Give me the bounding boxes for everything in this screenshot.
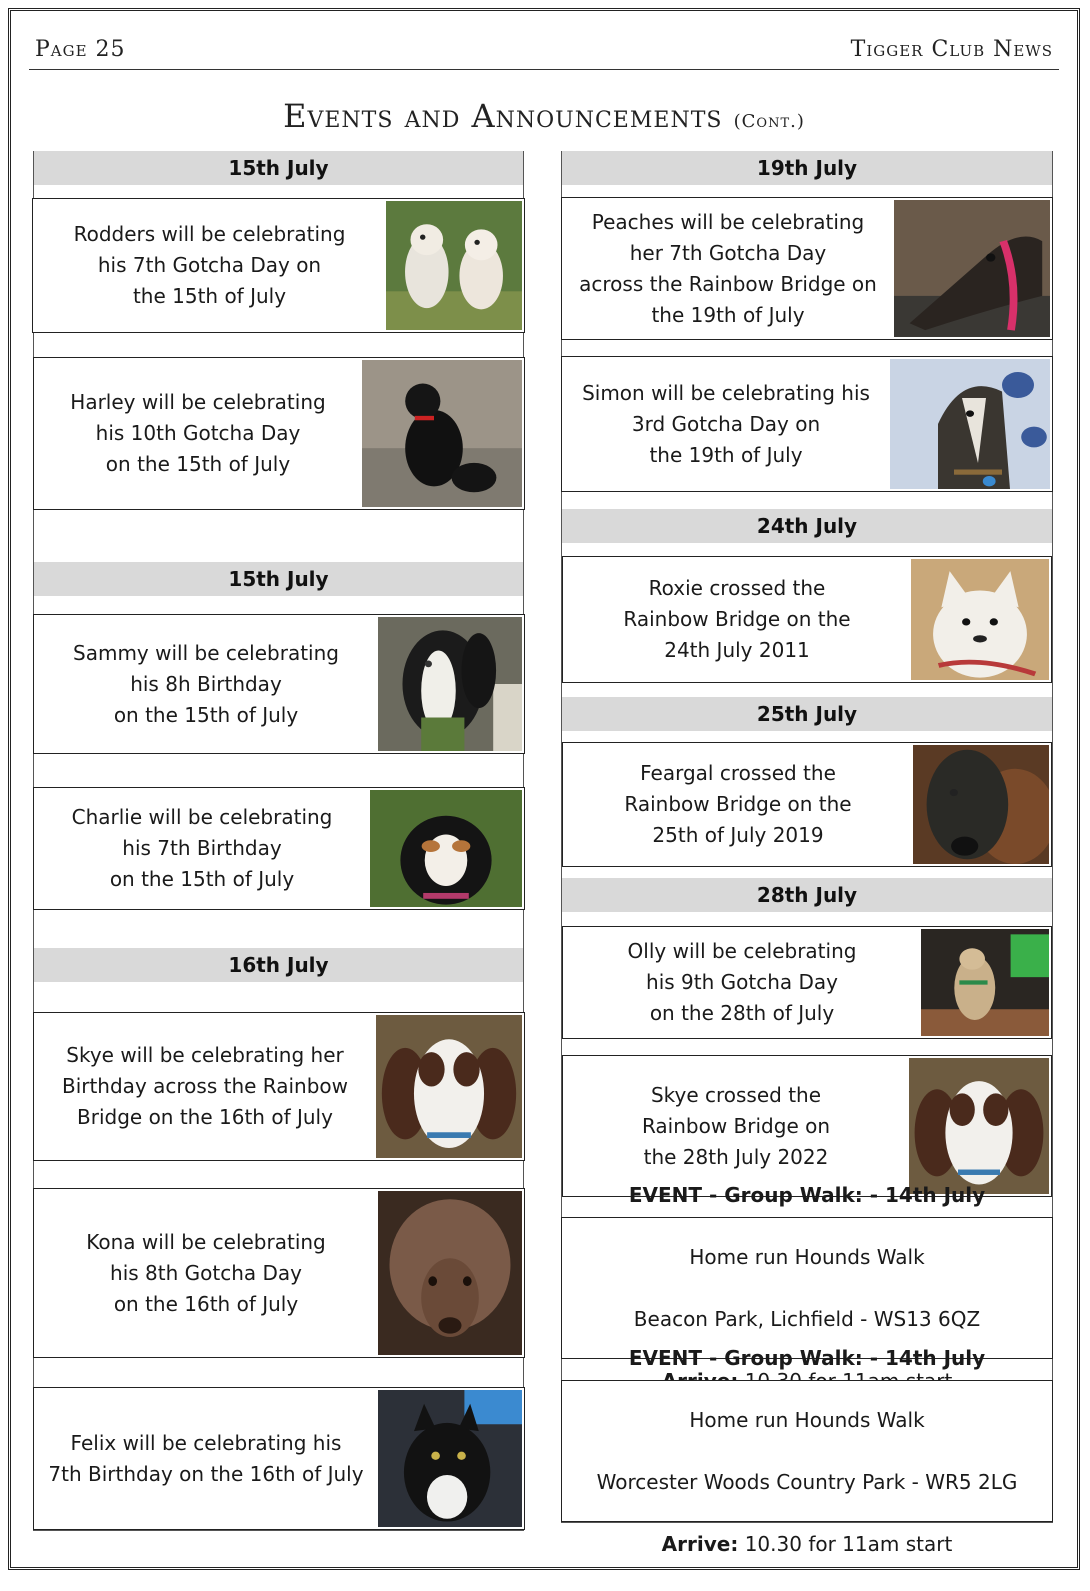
event-location: Beacon Park, Lichfield - WS13 6QZ — [633, 1306, 981, 1331]
announcement-card — [562, 556, 1052, 683]
dog-photo — [894, 200, 1050, 337]
event-arrive-label: Arrive: — [661, 1531, 739, 1556]
announcement-text: Felix will be celebrating his 7th Birthday on the 16th of July — [48, 1430, 364, 1486]
dog-photo — [913, 745, 1049, 864]
announcement-text: Peaches will be celebrating her 7th Gotcha Day across the Rainbow Bridge on the 19th of July — [579, 209, 877, 327]
title-cont: (Cont.) — [733, 111, 805, 132]
date-header: 16th July — [34, 948, 523, 982]
date-header: 24th July — [562, 509, 1052, 543]
announcement-text: Simon will be celebrating his 3rd Gotcha Day on the 19th of July — [582, 380, 870, 467]
announcement-card — [562, 742, 1052, 867]
date-header: 15th July — [34, 562, 523, 596]
announcement-card — [33, 1012, 525, 1161]
date-header: 28th July — [562, 878, 1052, 912]
event-text — [562, 1345, 1052, 1556]
dog-photo — [890, 359, 1050, 489]
dog-photo — [376, 1015, 522, 1158]
event-title: EVENT - Group Walk: - 14th July — [628, 1345, 986, 1370]
announcement-text: Roxie crossed the Rainbow Bridge on the 24th July 2011 — [623, 576, 851, 662]
dog-photo — [921, 929, 1049, 1036]
dog-photo — [378, 1191, 522, 1355]
date-header: 25th July — [562, 697, 1052, 731]
announcement-card — [562, 926, 1052, 1039]
event-organiser: Home run Hounds Walk — [689, 1244, 925, 1269]
announcement-card — [32, 198, 525, 333]
announcement-text: Sammy will be celebrating his 8h Birthday on the 15th of July — [73, 640, 339, 727]
header-divider — [29, 69, 1059, 70]
announcement-text: Feargal crossed the Rainbow Bridge on the 25th of July 2019 — [624, 761, 852, 847]
event-card — [561, 1345, 1053, 1556]
title-main: Events and Announcements — [283, 97, 723, 135]
announcement-text: Skye crossed the Rainbow Bridge on the 28th July 2022 — [641, 1082, 831, 1169]
announcement-text: Kona will be celebrating his 8th Gotcha Day on the 16th of July — [86, 1229, 326, 1316]
page-number: Page 25 — [35, 37, 126, 62]
announcement-card — [561, 197, 1053, 340]
dog-photo — [362, 360, 522, 507]
dog-photo — [911, 559, 1049, 680]
announcement-card — [33, 787, 525, 910]
announcement-card — [33, 1188, 525, 1358]
newsletter-page — [8, 8, 1080, 1570]
event-organiser: Home run Hounds Walk — [689, 1407, 925, 1432]
cat-photo — [378, 1390, 522, 1527]
announcement-text: Harley will be celebrating his 10th Gotcha Day on the 15th of July — [70, 390, 326, 476]
announcement-text: Skye will be celebrating her Birthday across the Rainbow Bridge on the 16th of July — [61, 1043, 349, 1129]
announcement-card — [33, 357, 525, 510]
dog-photo — [378, 617, 522, 751]
announcement-card — [33, 614, 525, 754]
event-location: Worcester Woods Country Park - WR5 2LG — [596, 1469, 1018, 1494]
page-title — [11, 97, 1077, 135]
announcement-card — [561, 356, 1053, 492]
date-header: 19th July — [562, 151, 1052, 185]
dog-photo — [386, 201, 522, 330]
event-arrive-time: 10.30 for 11am start — [744, 1531, 953, 1556]
date-header: 15th July — [34, 151, 523, 185]
announcement-text: Rodders will be celebrating his 7th Gotcha Day on the 15th of July — [73, 222, 346, 308]
publication-name: Tigger Club News — [850, 37, 1053, 62]
event-title: EVENT - Group Walk: - 14th July — [628, 1182, 986, 1207]
dog-photo — [370, 790, 522, 907]
announcement-card — [33, 1387, 525, 1530]
announcement-text: Olly will be celebrating his 9th Gotcha Day on the 28th of July — [627, 939, 857, 1025]
announcement-text: Charlie will be celebrating his 7th Birthday on the 15th of July — [71, 805, 333, 891]
